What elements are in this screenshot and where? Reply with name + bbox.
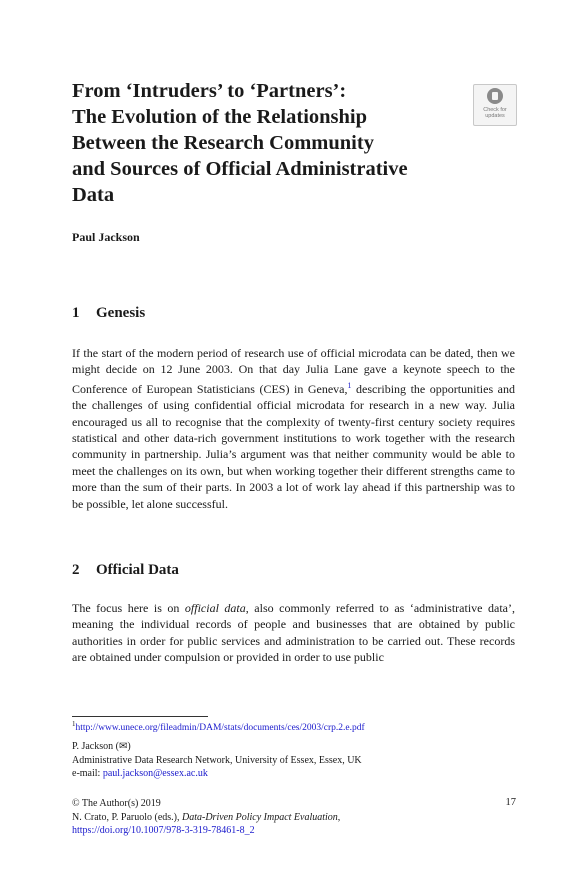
footnote-number: 1 xyxy=(72,720,76,728)
genesis-paragraph: If the start of the modern period of research use of official microdata can be dated, then we might decide on 12 June 2003. On that day Julia Lane gave a keynote speech to the Conference of European Statisticians (CES) in Geneva,$^1$ describing the opportunities and the challenges of using confidential official microdata for research in a new way. Julia encouraged us all to recognise that the complexity of twenty-first century society requires statistical and other data-rich government institutions to work together with the research community in partnership. Julia’s argument was that neither community would be able to meet the challenges on its own, but when working together their different strengths came to more than the sum of their parts. In 2003 a lot of work lay ahead if this partnership was to be possible, let alone successful. xyxy=(72,346,515,511)
citation: N. Crato, P. Paruolo (eds.), Data-Driven Policy Impact Evaluation, xyxy=(72,811,341,823)
chapter-title xyxy=(72,78,472,208)
title-line: Data xyxy=(72,184,115,206)
footnote-divider xyxy=(72,716,208,717)
title-line: and Sources of Official Administrative xyxy=(72,158,408,180)
section-heading-official-data xyxy=(72,562,179,579)
footnote xyxy=(72,720,365,733)
title-line: The Evolution of the Relationship xyxy=(72,106,368,128)
author-name: Paul Jackson xyxy=(72,230,140,244)
affiliation-name: P. Jackson (✉) xyxy=(72,741,131,752)
footnote-ref-link[interactable]: 1 xyxy=(347,380,352,390)
official-data-paragraph: The focus here is on official data, also commonly referred to as ‘administrative data’, meaning the individual records of people and businesses that are obtained by public authorities in order for public services and administration to be carried out. These records are obtained under compulsion or provided in order to use public xyxy=(72,601,515,665)
author-affiliation xyxy=(72,740,362,781)
badge-label: Check for updates xyxy=(483,107,507,119)
email-link[interactable]: paul.jackson@essex.ac.uk xyxy=(102,768,208,779)
check-for-updates-badge[interactable] xyxy=(473,84,517,126)
section-number: 1 xyxy=(72,305,80,321)
page-number: 17 xyxy=(505,797,516,808)
affiliation-email: e-mail: paul.jackson@essex.ac.uk xyxy=(72,768,208,779)
section-title: Official Data xyxy=(96,562,179,578)
title-line: Between the Research Community xyxy=(72,132,374,154)
book-title: Data-Driven Policy Impact Evaluation xyxy=(182,811,338,823)
section-heading-genesis xyxy=(72,305,145,322)
emphasis-text: official data xyxy=(184,601,246,615)
bookmark-icon xyxy=(487,88,503,104)
section-number: 2 xyxy=(72,562,80,578)
publication-meta xyxy=(72,797,340,838)
footnote-url-link[interactable]: http://www.unece.org/fileadmin/DAM/stats/documents/ces/2003/crp.2.e.pdf xyxy=(75,723,365,734)
affiliation-institution: Administrative Data Research Network, University of Essex, Essex, UK xyxy=(72,754,362,766)
copyright-notice: © The Author(s) 2019 xyxy=(72,798,161,809)
section-title: Genesis xyxy=(96,305,146,321)
doi-link[interactable]: https://doi.org/10.1007/978-3-319-78461-8_2 xyxy=(72,825,255,836)
title-line: From ‘Intruders’ to ‘Partners’: xyxy=(72,80,347,102)
